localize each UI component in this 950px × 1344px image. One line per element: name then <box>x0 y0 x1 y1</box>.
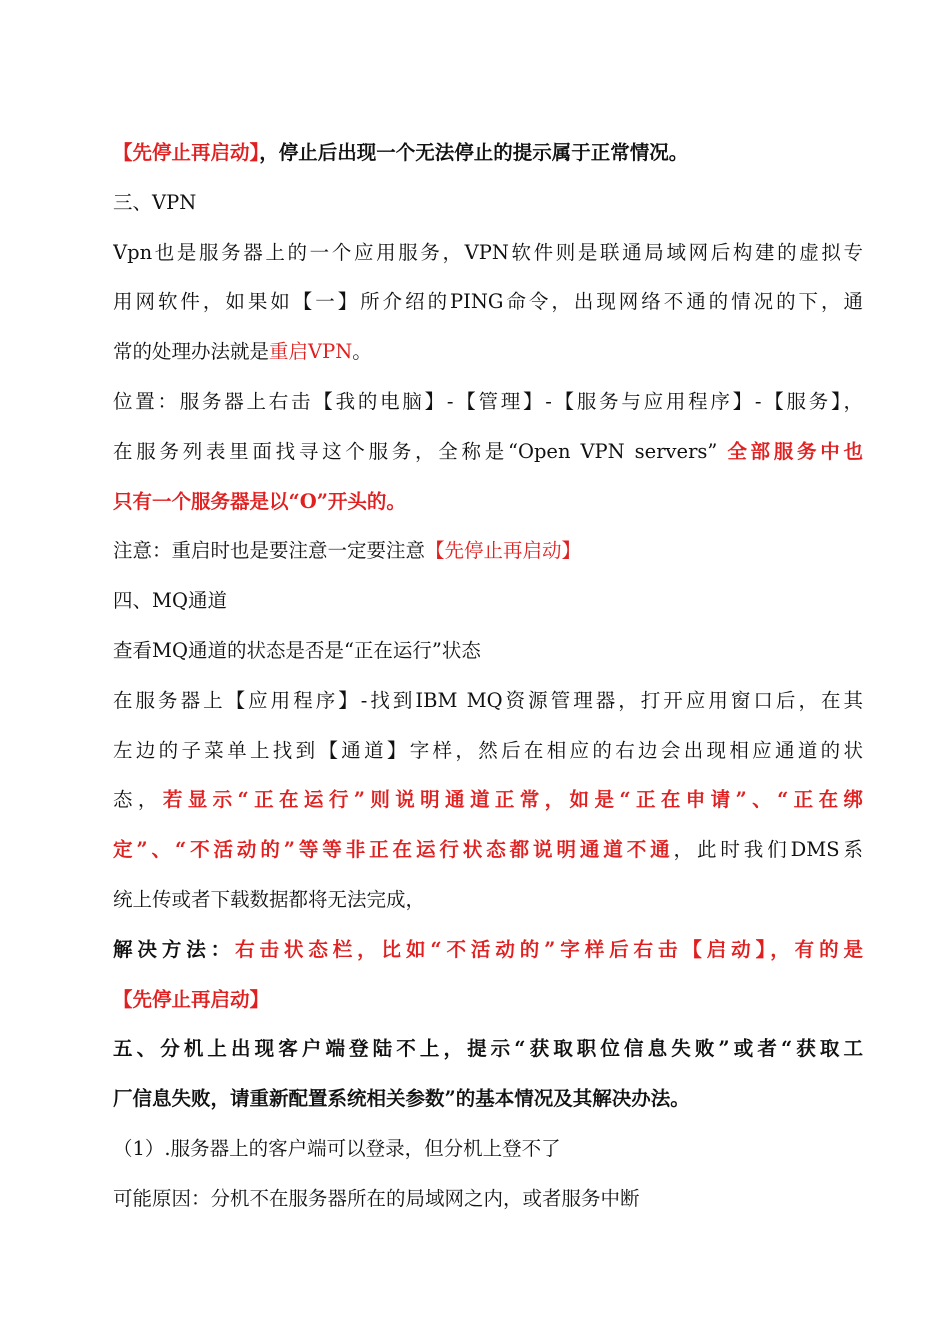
highlighted-text: 【先停止再启动】 <box>425 539 582 563</box>
text-line <box>113 1074 863 1124</box>
highlighted-text: 定”、“不活动的”等等非正在运行状态都说明通道不通 <box>113 838 674 862</box>
text-line <box>113 1024 863 1074</box>
body-text: 左边的子菜单上找到【通道】字样，然后在相应的右边会出现相应通道的状 <box>113 738 863 762</box>
text-line <box>113 726 863 776</box>
body-text: 在服务器上【应用程序】-找到IBM MQ资源管理器，打开应用窗口后，在其 <box>113 688 863 712</box>
highlighted-text: 若显示“正在运行”则说明通道正常，如是“正在申请”、“正在绑 <box>162 788 863 812</box>
text-line <box>113 128 863 178</box>
body-text: 查看MQ通道的状态是否是“正在运行”状态 <box>113 638 481 662</box>
text-line <box>113 228 863 278</box>
body-text: ，此时我们DMS系 <box>673 838 863 862</box>
text-line <box>113 626 863 676</box>
highlighted-text: 重启VPN <box>269 340 353 364</box>
text-line <box>113 576 863 626</box>
body-text: 统上传或者下载数据都将无法完成， <box>113 887 426 911</box>
text-line <box>113 975 863 1025</box>
body-text: 。 <box>352 340 372 364</box>
text-line <box>113 178 863 228</box>
body-text: 可能原因：分机不在服务器所在的局域网之内，或者服务中断 <box>113 1186 640 1210</box>
highlighted-text: 只有一个服务器是以“O”开头的。 <box>113 489 406 513</box>
text-line <box>113 1124 863 1174</box>
text-line <box>113 875 863 925</box>
body-text: 在服务列表里面找寻这个服务，全称是“Open VPN servers” <box>113 439 728 463</box>
body-text: 四、MQ通道 <box>113 589 227 613</box>
highlighted-text: 【先停止再启动】 <box>113 141 260 164</box>
body-text: 三、VPN <box>113 190 197 214</box>
highlighted-text: 【先停止再启动】 <box>113 987 270 1011</box>
text-line <box>113 1174 863 1224</box>
body-text: 五、分机上出现客户端登陆不上，提示“获取职位信息失败”或者“获取工 <box>113 1037 863 1061</box>
text-line <box>113 526 863 576</box>
text-line <box>113 477 863 527</box>
document-page <box>113 128 863 1224</box>
highlighted-text: 全部服务中也 <box>727 439 863 463</box>
body-text: 位置：服务器上右击【我的电脑】-【管理】-【服务与应用程序】-【服务】， <box>113 389 863 413</box>
text-line <box>113 825 863 875</box>
text-line <box>113 676 863 726</box>
body-text: Vpn也是服务器上的一个应用服务，VPN软件则是联通局域网后构建的虚拟专 <box>113 240 863 264</box>
highlighted-text: 右击状态栏，比如“不活动的”字样后右击【启动】，有的是 <box>235 937 863 961</box>
body-text: 常的处理办法就是 <box>113 340 270 364</box>
text-line <box>113 377 863 427</box>
body-text: 态， <box>113 788 163 812</box>
text-line <box>113 427 863 477</box>
body-text: 用网软件，如果如【一】所介绍的PING命令，出现网络不通的情况的下，通 <box>113 290 863 314</box>
text-line <box>113 775 863 825</box>
body-text: 厂信息失败，请重新配置系统相关参数”的基本情况及其解决办法。 <box>113 1087 690 1111</box>
text-line <box>113 327 863 377</box>
text-line <box>113 277 863 327</box>
body-text: 注意：重启时也是要注意一定要注意 <box>113 539 426 563</box>
body-text: （1）.服务器上的客户端可以登录，但分机上登不了 <box>113 1136 561 1160</box>
text-line <box>113 925 863 975</box>
body-text: 解决方法： <box>113 937 236 961</box>
body-text: ，停止后出现一个无法停止的提示属于正常情况。 <box>259 141 689 164</box>
